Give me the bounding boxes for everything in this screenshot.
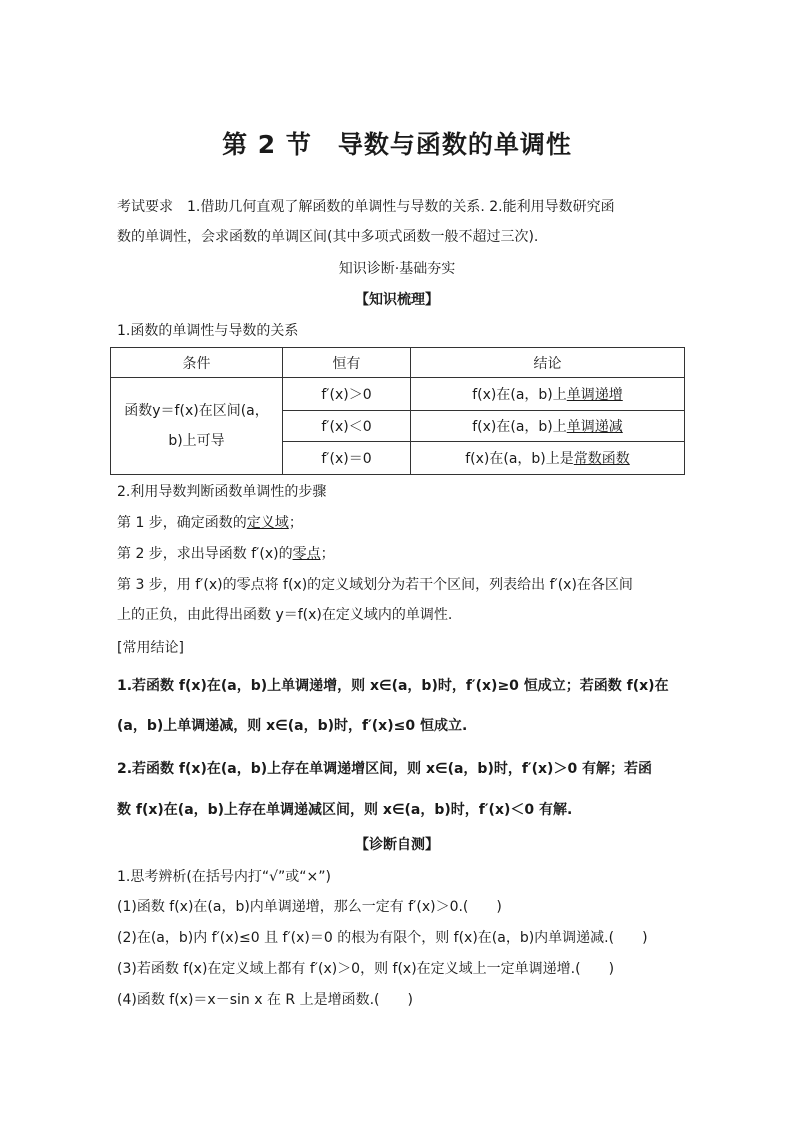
step-1: 第 1 步，确定函数的定义域； [117,515,303,531]
diagnosis-heading: 【诊断自测】 [355,837,439,853]
derivative-cell: f′(x)＝0 [283,442,411,475]
exam-requirement-line1: 考试要求 1.借助几何直观了解函数的单调性与导数的关系. 2.能利用导数研究函 [117,199,615,215]
exam-requirement-label: 考试要求 [117,199,173,215]
point1-title: 1.函数的单调性与导数的关系 [117,323,299,339]
table-header-row [111,348,685,378]
point2-title: 2.利用导数判断函数单调性的步骤 [117,484,327,500]
derivative-monotonicity-table [110,347,685,475]
question-1-title: 1.思考辨析(在括号内打“√”或“×”) [117,869,331,885]
conclusion-cell: f(x)在(a，b)上单调递增 [411,378,685,411]
question-1-item-2: (2)在(a，b)内 f′(x)≤0 且 f′(x)＝0 的根为有限个，则 f(x)在(a，b)内单调递减.( ) [117,930,648,946]
page-title: 第 2 节 导数与函数的单调性 [222,130,572,159]
step-3-line1: 第 3 步，用 f′(x)的零点将 f(x)的定义域划分为若干个区间，列表给出 f′(x)在各区间 [117,577,633,593]
knowledge-heading: 【知识梳理】 [355,292,439,308]
condition-cell: 函数y＝f(x)在区间(a， b)上可导 [111,378,283,475]
conclusion-1-line2: (a，b)上单调递减，则 x∈(a，b)时，f′(x)≤0 恒成立. [117,718,468,734]
common-conclusions-label: [常用结论] [117,640,184,656]
exam-requirement-line2: 数的单调性，会求函数的单调区间(其中多项式函数一般不超过三次). [117,229,539,245]
conclusion-cell: f(x)在(a，b)上是常数函数 [411,442,685,475]
conclusion-1-line1: 1.若函数 f(x)在(a，b)上单调递增，则 x∈(a，b)时，f′(x)≥0 恒成立；若函数 f(x)在 [117,678,669,694]
header-derivative: 恒有 [283,348,411,378]
question-1-item-3: (3)若函数 f(x)在定义域上都有 f′(x)＞0，则 f(x)在定义域上一定单调递增.( ) [117,961,615,977]
step-2: 第 2 步，求出导函数 f′(x)的零点； [117,546,335,562]
derivative-cell: f′(x)＜0 [283,411,411,442]
section-heading: 知识诊断·基础夯实 [338,261,456,277]
header-conclusion: 结论 [411,348,685,378]
question-1-item-4: (4)函数 f(x)＝x－sin x 在 R 上是增函数.( ) [117,992,413,1008]
question-1-item-1: (1)函数 f(x)在(a，b)内单调递增，那么一定有 f′(x)＞0.( ) [117,899,502,915]
derivative-cell: f′(x)＞0 [283,378,411,411]
conclusion-cell: f(x)在(a，b)上单调递减 [411,411,685,442]
conclusion-2-line2: 数 f(x)在(a，b)上存在单调递减区间，则 x∈(a，b)时，f′(x)＜0 有解. [117,802,573,818]
table-row [111,378,685,411]
step-3-line2: 上的正负，由此得出函数 y＝f(x)在定义域内的单调性. [117,607,453,623]
header-condition: 条件 [111,348,283,378]
conclusion-2-line1: 2.若函数 f(x)在(a，b)上存在单调递增区间，则 x∈(a，b)时，f′(x)＞0 有解；若函 [117,761,653,777]
